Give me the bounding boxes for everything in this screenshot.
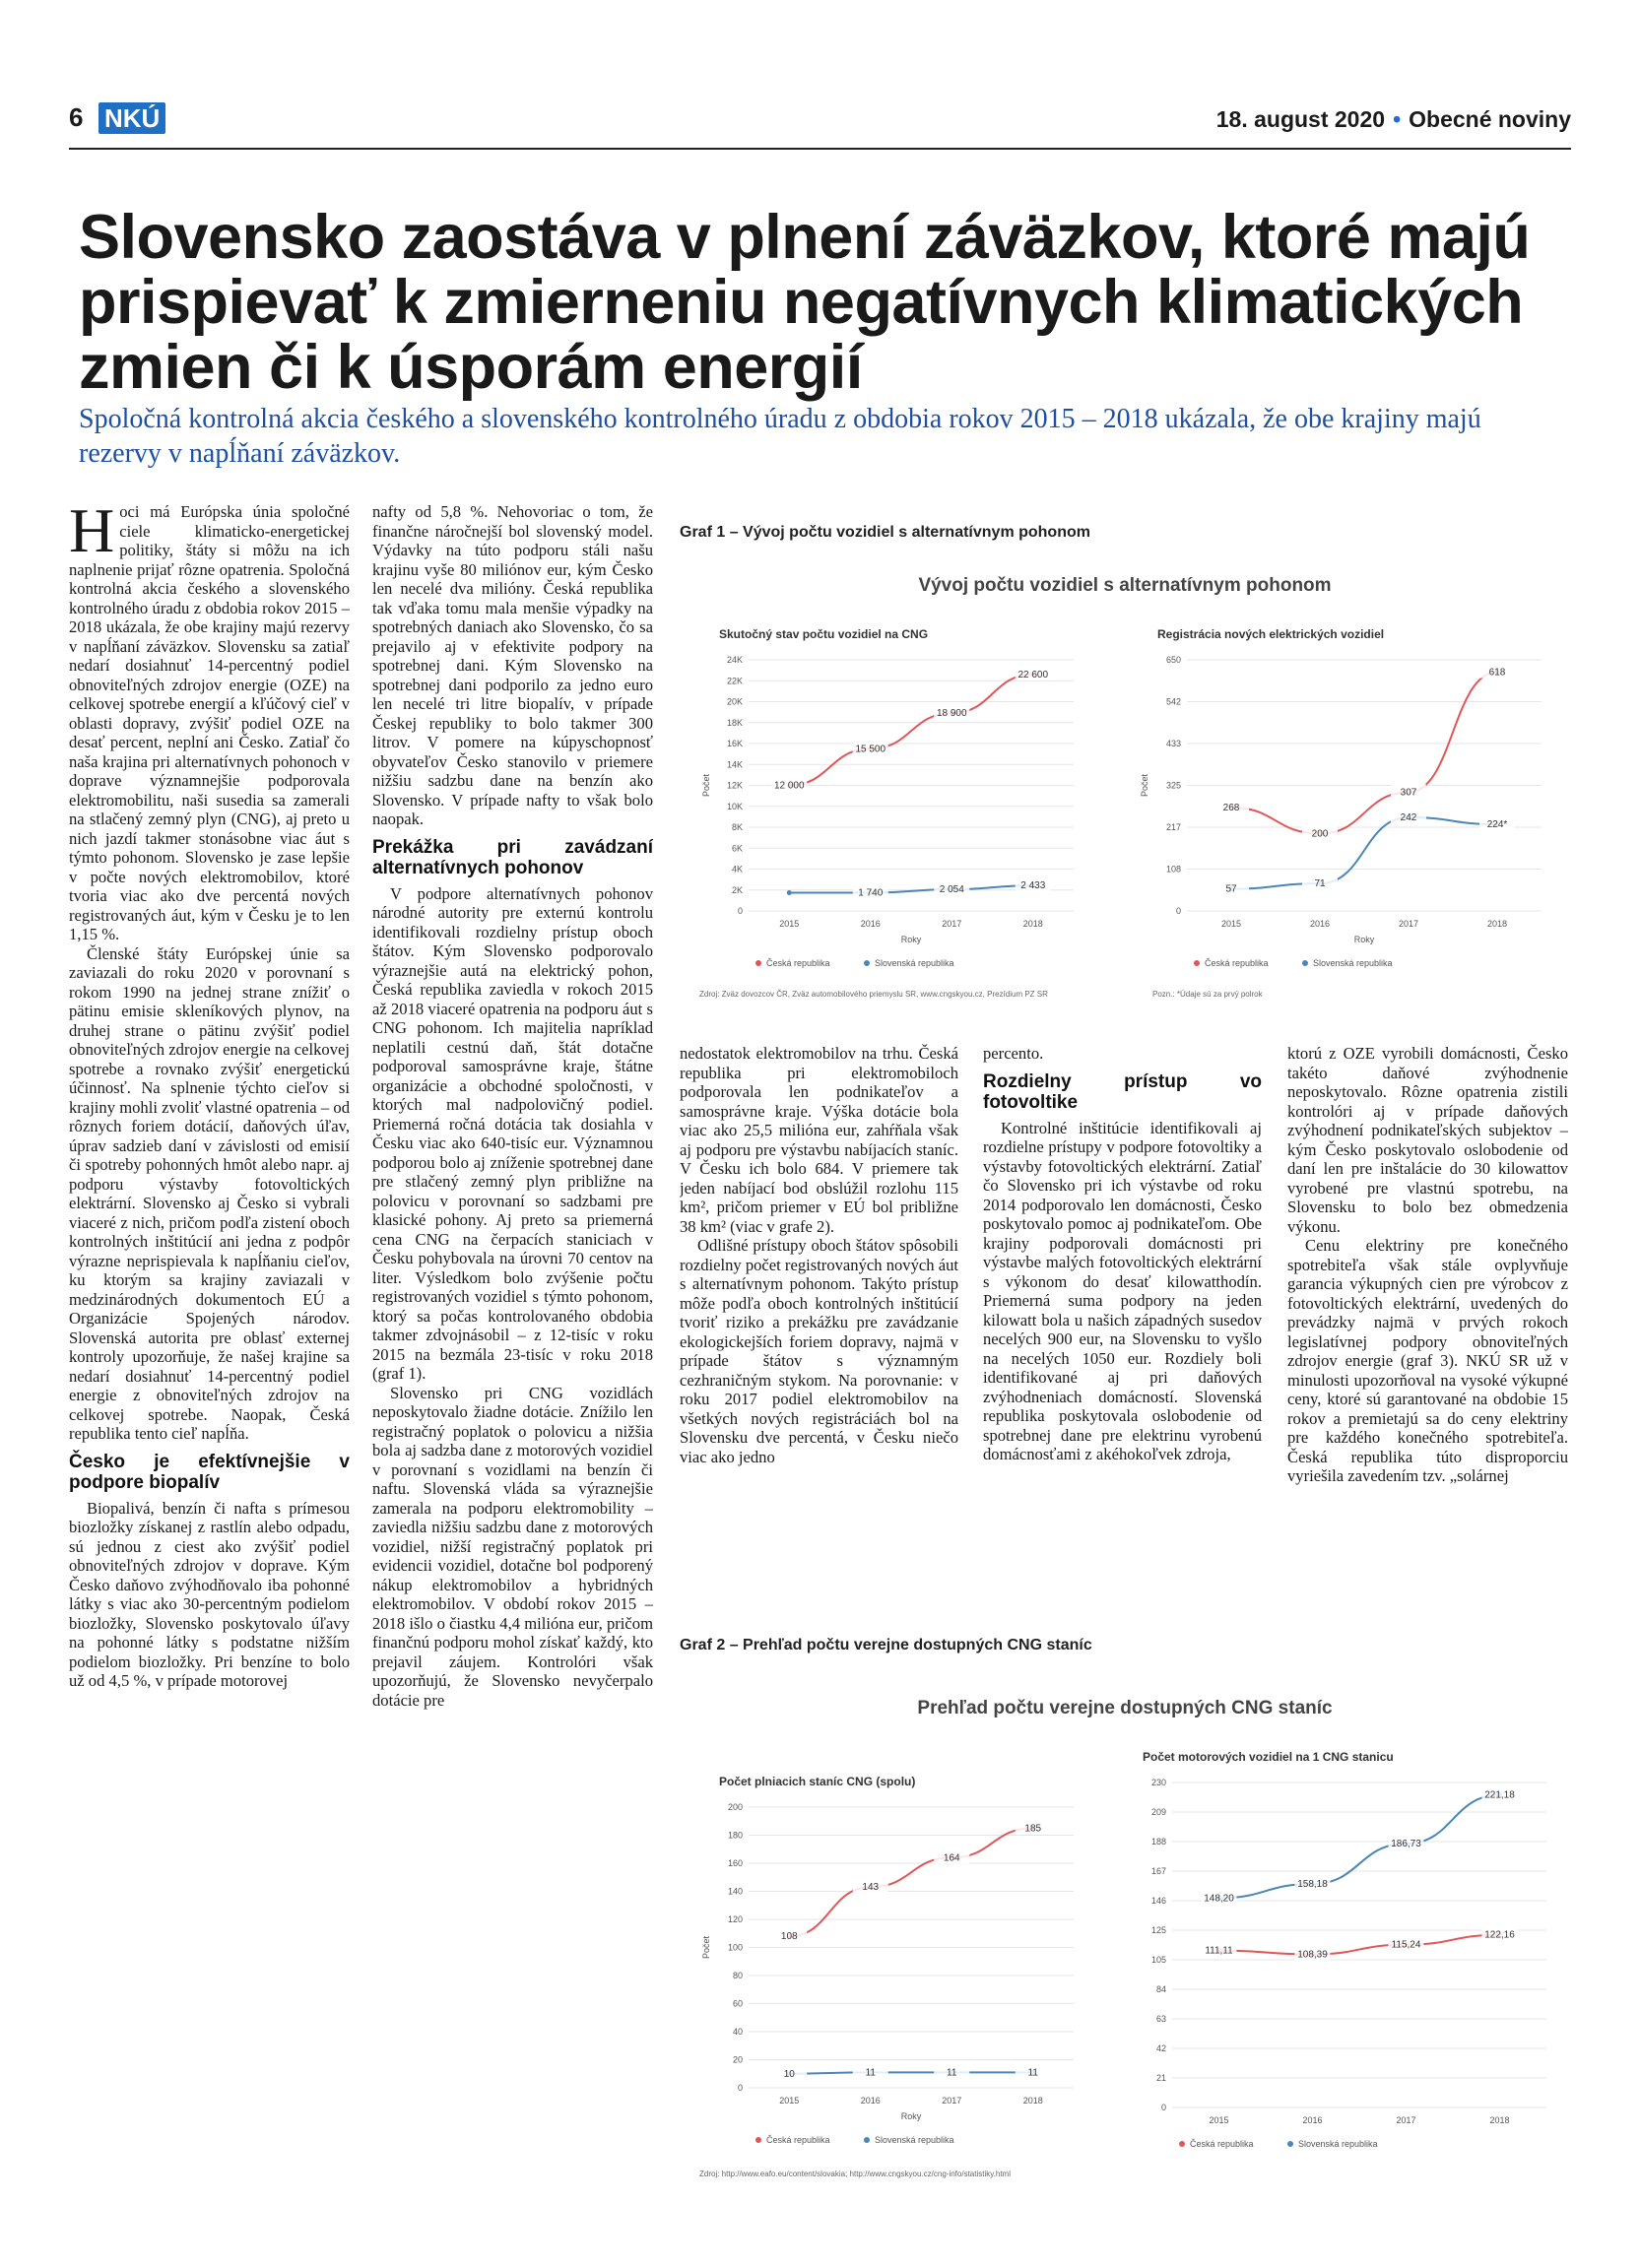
data-label: 185	[1024, 1823, 1042, 1835]
data-label: 22 600	[1017, 669, 1049, 680]
legend-marker	[864, 2137, 870, 2143]
legend-marker	[1302, 960, 1308, 966]
ev-registrations-chart	[1140, 627, 1542, 968]
y-tick-label: 100	[727, 1942, 743, 1953]
data-label: 122,16	[1484, 1929, 1515, 1941]
y-tick-label: 167	[1150, 1866, 1166, 1876]
y-axis-label: Počet	[1140, 773, 1149, 798]
y-tick-label: 200	[727, 1802, 743, 1812]
data-label: 12 000	[773, 780, 805, 792]
y-tick-label: 18K	[726, 717, 743, 728]
data-label: 11	[1027, 2067, 1038, 2079]
text-column-5	[1287, 1044, 1568, 1635]
y-tick-label: 146	[1150, 1896, 1166, 1906]
x-tick-label: 2015	[1209, 2115, 1229, 2125]
y-tick-label: 20K	[726, 696, 743, 707]
data-label: 71	[1314, 878, 1326, 890]
y-tick-label: 125	[1150, 1925, 1166, 1935]
legend-marker	[755, 960, 761, 966]
chart-title: Registrácia nových elektrických vozidiel	[1157, 627, 1385, 641]
x-tick-label: 2017	[1398, 919, 1419, 929]
y-tick-label: 80	[732, 1971, 743, 1980]
paragraph: ktorú z OZE vyrobili domácnosti, Česko takéto daňové zvýhodnenie neposkytovalo. Rôzne opatrenia zistili kontrolóri aj v prípade daňových zvýhodnení podnikateľských subjektov – kým Česko poskytovalo oslobodenie od daní len pre inštalácie do 30 kilowattov vyrobené pre vlastnú spotrebu, na Slovensku to bolo bez obmedzenia výkonu.	[1287, 1044, 1568, 1236]
x-tick-label: 2018	[1486, 919, 1508, 929]
x-tick-label: 2016	[860, 919, 881, 929]
graph-1	[680, 551, 1571, 1014]
x-tick-label: 2018	[1022, 919, 1043, 929]
data-label: 57	[1225, 883, 1237, 895]
y-tick-label: 4K	[731, 864, 743, 875]
paragraph: Kontrolné inštitúcie identifikovali aj rozdielne prístupy v podpore fotovoltiky a výstavby fotovoltických elektrární. Zatiaľ čo Slovensko pri ich výstavbe od roku 2014 podporovalo len domácnosti, Česko poskytovalo pomoc aj podnikateľom. Obe krajiny podporovali domácnosti pri výstavbe malých fotovoltických elektrární s výkonom do desať kilowatthodín. Priemerná suma podpory na jeden kilowatt bola u našich západných susedov necelých 900 eur, na Slovensku to vyšlo na necelých 1050 eur. Rozdiely boli identifikované aj pri daňových zvýhodneniach domácností. Slovenská republika poskytovala oslobodenie od spotrebnej dane pre elektrinu vyrobenú domácnosťami z akéhokoľvek zdroja,	[983, 1118, 1262, 1463]
chart-title: Počet motorových vozidiel na 1 CNG stanicu	[1143, 1750, 1394, 1764]
graph-1-heading: Vývoj počtu vozidiel s alternatívnym pohonom	[918, 575, 1332, 596]
data-point	[787, 890, 792, 895]
paragraph: Členské štáty Európskej únie sa zaviazali do roku 2020 v porovnaní s rokom 1990 na jednej strane znížiť o pätinu emisie skleníkových plynov, na druhej strane o pätinu zvýšiť podiel obnoviteľných zdrojov energie na celkovej spotrebe a rovnako zvýšiť energetickú účinnosť. Na splnenie týchto cieľov si krajiny mohli zvoliť vlastné opatrenia – od rôznych foriem dotácií, daňových úľav, úprav sadzieb daní v závislosti od emisií či spotreby pohonných hmôt alebo napr. aj podporu výstavby fotovoltických elektrární. Slovensko aj Česko si vybrali viaceré z nich, pričom podľa zistení oboch kontrolných inštitúcií ani jedna z podpôr výrazne neprispievala k napĺňaniu cieľov, ku ktorým sa krajiny zaviazali v medzinárodných dokumentoch EÚ a Organizácie Spojených národov. Slovenská autorita pre oblasť externej kontroly upozorňuje, že našej krajine sa nedarí dosiahnuť 14-percentný podiel energie z obnoviteľných zdrojov na celkovej spotrebe. Naopak, Česká republika tento cieľ napĺňa.	[69, 943, 350, 1443]
graph-2-heading: Prehľad počtu verejne dostupných CNG staníc	[917, 1698, 1333, 1718]
legend-marker	[864, 960, 870, 966]
x-tick-label: 2016	[1302, 2115, 1323, 2125]
y-tick-label: 20	[732, 2054, 743, 2065]
x-axis-label: Roky	[900, 2111, 922, 2121]
y-tick-label: 0	[1160, 2103, 1166, 2112]
x-tick-label: 2015	[779, 2096, 800, 2106]
y-tick-label: 217	[1165, 822, 1181, 832]
y-tick-label: 6K	[731, 843, 743, 854]
x-tick-label: 2017	[942, 919, 962, 929]
chart-title: Počet plniacich staníc CNG (spolu)	[719, 1775, 916, 1788]
graph-1-svg	[680, 551, 1571, 1014]
series-line	[1231, 673, 1497, 834]
text-column-4	[983, 1044, 1262, 1635]
data-label: 200	[1311, 828, 1329, 840]
text-column-2	[372, 502, 653, 2176]
y-tick-label: 24K	[726, 655, 743, 665]
legend-label: Česká republika	[1190, 2139, 1254, 2149]
legend-label: Slovenská republika	[875, 2135, 954, 2145]
legend-marker	[1287, 2141, 1293, 2147]
legend-label: Slovenská republika	[875, 958, 954, 968]
graph-2-svg	[680, 1664, 1571, 2196]
paragraph: V podpore alternatívnych pohonov národné autority pre externú kontrolu identifikovali rozdielny prístup oboch štátov. Kým Slovensko podporovalo výraznejšie autá na elektrický pohon, Česká republika zaviedla v rokoch 2015 až 2018 viaceré opatrenia na podporu áut s CNG pohonom. Ich majitelia napríklad neplatili cestnú daň, štát dotačne podporoval samosprávne kraje, štátne organizácie a obchodné spoločnosti, v ktorých mal nadpolovičný podiel. Priemerná ročná dotácia tak dosiahla v Česku viac ako 640-tisíc eur. Významnou podporou bolo aj zníženie spotrebnej dane pre stlačený zemný plyn približne na polovicu v porovnaní so sadzbami pre klasické pohony. Aj preto sa priemerná cena CNG na čerpacích staniciach v Česku pohybovala na úrovni 70 centov na liter. Výsledkom bolo zvýšenie počtu registrovaných vozidiel s týmto pohonom, ktorý sa počas kontrolovaného obdobia takmer zdvojnásobil – z 12-tisíc v roku 2015 na bezmála 23-tisíc v roku 2018 (graf 1).	[372, 883, 653, 1383]
legend-label: Česká republika	[766, 958, 830, 968]
y-tick-label: 433	[1165, 739, 1181, 748]
y-tick-label: 180	[727, 1830, 743, 1841]
x-tick-label: 2015	[1220, 919, 1242, 929]
data-label: 143	[862, 1882, 880, 1894]
data-label: 148,20	[1204, 1893, 1234, 1905]
y-tick-label: 0	[737, 2083, 743, 2093]
y-tick-label: 108	[1165, 864, 1181, 875]
y-tick-label: 42	[1155, 2043, 1166, 2053]
series-line	[1231, 817, 1497, 889]
issue-date: 18. august 2020	[1215, 106, 1386, 132]
graph-1-caption: Graf 1 – Vývoj počtu vozidiel s alternatívnym pohonom	[680, 524, 1090, 541]
series-line	[789, 675, 1033, 786]
x-tick-label: 2017	[942, 2096, 962, 2106]
x-tick-label: 2017	[1396, 2115, 1416, 2125]
drop-cap: H	[69, 502, 115, 565]
y-tick-label: 105	[1150, 1955, 1166, 1965]
data-label: 268	[1222, 802, 1240, 813]
legend-marker	[1179, 2141, 1185, 2147]
series-line	[789, 885, 1033, 892]
y-tick-label: 325	[1165, 780, 1181, 791]
data-label: 307	[1400, 787, 1417, 799]
y-tick-label: 542	[1165, 696, 1181, 707]
paragraph: percento.	[983, 1044, 1044, 1063]
series-line	[1219, 1795, 1500, 1899]
vehicles-per-station-chart	[1143, 1750, 1546, 2149]
y-tick-label: 63	[1155, 2014, 1166, 2024]
data-label: 108	[780, 1931, 798, 1943]
graph-2	[680, 1664, 1571, 2196]
legend-label: Česká republika	[1205, 958, 1269, 968]
text-column-1	[69, 502, 350, 2176]
paragraph: Biopalivá, benzín či nafta s prímesou biozložky získanej z rastlín alebo odpadu, sú jednou z ciest ako zvýšiť podiel obnoviteľných zdrojov v doprave. Kým Česko daňovo zvýhodňovalo iba pohonné látky s viac ako 30-percentným podielom biozložky, Slovensko poskytovalo úľavy na pohonné látky s podstatne nižším podielom biozložky. Pri benzíne to bolo už od 4,5 %, v prípade motorovej	[69, 1498, 350, 1690]
series-line	[789, 1828, 1033, 1936]
legend-label: Slovenská republika	[1298, 2139, 1378, 2149]
paragraph-text: oci má Európska únia spoločné ciele klimaticko-energetickej politiky, štáty si môžu na ich naplnenie prijať rôzne opatrenia. Spoločná kontrolná akcia českého a slovenského kontrolného úradu z obdobia rokov 2015 – 2018 ukázala, že obe krajiny majú rezervy v napĺňaní záväzkov. Slovensku sa zatiaľ nedarí dosiahnuť 14-percentný podiel obnoviteľných zdrojov energie (OZE) na celkovej spotrebe energií a kľúčový cieľ v oblasti dopravy, zvýšiť podiel OZE na desať percent, neplní ani Česko. Zatiaľ čo naša krajina pri alternatívnych pohonoch v doprave významnejšie podporovala elektromobilitu, naši susedia sa zamerali na stlačený zemný plyn (CNG), aj preto u nich jazdí takmer stonásobne viac áut s týmto pohonom. Slovensko je zase lepšie v počte nových elektromobilov, ktoré tvoria viac ako dve percentá nových registrovaných áut, kým v Česku je to len 1,15 %.	[69, 502, 350, 943]
x-axis-label: Roky	[1353, 935, 1375, 944]
series-line	[789, 2072, 1033, 2073]
subheading: Prekážka pri zavádzaní alternatívnych pohonov	[372, 836, 653, 878]
subheading: Česko je efektívnejšie v podpore biopalív	[69, 1451, 350, 1493]
subheading: Rozdielny prístup vo fotovoltike	[983, 1070, 1262, 1113]
legend-label: Slovenská republika	[1313, 958, 1393, 968]
cng-vehicles-chart	[701, 627, 1074, 968]
chart-title: Skutočný stav počtu vozidiel na CNG	[719, 627, 929, 641]
graph-2-source: Zdroj: http://www.eafo.eu/content/slovakia; http://www.cngskyou.cz/cng-info/statistiky.html	[699, 2170, 1011, 2178]
y-tick-label: 230	[1150, 1778, 1166, 1787]
y-tick-label: 14K	[726, 759, 743, 770]
y-tick-label: 209	[1150, 1807, 1166, 1817]
page-number: 6	[69, 102, 84, 132]
y-tick-label: 140	[727, 1886, 743, 1897]
y-tick-label: 84	[1155, 1984, 1166, 1994]
text-column-3	[680, 1044, 958, 1635]
y-tick-label: 8K	[731, 822, 743, 832]
separator-dot: •	[1393, 106, 1402, 132]
paragraph: nafty od 5,8 %. Nehovoriac o tom, že finančne náročnejší bol slovenský model. Výdavky na túto podporu stáli našu krajinu vyše 80 miliónov eur, kým Česko len necelé dva milióny. Česká republika tak vďaka tomu mala menšie výpadky na spotrebných daniach ako Slovensko, čo sa prejavilo aj v efektivite podpory na spotrebnej dani. Kým Slovensko na spotrebnej dani podporilo za jedno euro len necelé tri litre biopalív, v prípade Českej republiky to bolo takmer 300 litrov. V pomere na kúpyschopnosť obyvateľov Česko stanovilo v priemere nižšiu sadzbu dane na benzín ako Slovensko. V prípade nafty to však bolo naopak.	[372, 502, 653, 828]
x-tick-label: 2015	[779, 919, 800, 929]
paragraph: Cenu elektriny pre konečného spotrebiteľa však stále ovplyvňuje garancia výkupných cien pre výrobcov z fotovoltických elektrární, uvedených do prevádzky najmä v prvých rokoch legislatívnej podpory obnoviteľných zdrojov energie (graf 3). NKÚ SR už v minulosti upozorňoval na vysoké výkupné ceny, ktoré sú garantované na obdobie 15 rokov a premietajú sa do ceny elektriny pre každého konečného spotrebiteľa. Česká republika túto disproporciu vyriešila zavedením tzv. „solárnej	[1287, 1236, 1568, 1485]
y-tick-label: 160	[727, 1858, 743, 1868]
paragraph: nedostatok elektromobilov na trhu. Česká republika pri elektromobiloch podporovala len podnikateľov a samosprávne kraje. Výška dotácie bola viac ako 25,5 milióna eur, zahŕňala však aj podporu pre výstavbu nabíjacích staníc. V Česku ich bolo 684. V priemere tak jeden nabíjací bod obslúžil rozlohu 115 km², pričom priemer v EÚ bol približne 38 km² (viac v grafe 2).	[680, 1044, 958, 1236]
paragraph: Odlišné prístupy oboch štátov spôsobili rozdielny počet registrovaných nových áut s alternatívnym pohonom. Takýto prístup môže podľa oboch kontrolných inštitúcií tvoriť riziko a prekážku pre zavádzanie ekologickejších foriem dopravy, najmä v prípade štátov s významným cezhraničným stykom. Na porovnanie: v roku 2017 podiel elektromobilov na všetkých nových registráciách bol na Slovensku dve percentá, v Česku niečo viac ako jedno	[680, 1236, 958, 1466]
masthead-info	[1216, 106, 1571, 133]
data-label: 11	[865, 2067, 876, 2079]
article-title: Slovensko zaostáva v plnení záväzkov, ktoré majú prispievať k zmierneniu negatívnych klimatických zmien či k úsporám energií	[79, 203, 1531, 402]
data-label: 15 500	[855, 744, 886, 755]
data-label: 11	[947, 2067, 957, 2079]
data-label: 1 740	[858, 887, 884, 899]
legend-marker	[1194, 960, 1200, 966]
y-tick-label: 120	[727, 1914, 743, 1924]
y-tick-label: 0	[737, 906, 743, 916]
legend-marker	[755, 2137, 761, 2143]
y-tick-label: 40	[732, 2027, 743, 2037]
data-label: 164	[943, 1852, 960, 1864]
y-axis-label: Počet	[701, 1935, 711, 1960]
y-tick-label: 10K	[726, 801, 743, 811]
data-label: 224*	[1486, 819, 1508, 831]
data-label: 186,73	[1391, 1839, 1421, 1850]
header-rule	[69, 148, 1571, 150]
data-label: 2 054	[939, 884, 964, 896]
data-label: 111,11	[1205, 1945, 1233, 1957]
x-tick-label: 2016	[860, 2096, 881, 2106]
y-tick-label: 2K	[731, 884, 743, 895]
nku-logo: NKÚ	[98, 102, 165, 134]
data-label: 618	[1488, 667, 1506, 679]
y-tick-label: 0	[1175, 906, 1181, 916]
article-lead: Spoločná kontrolná akcia českého a slovenského kontrolného úradu z obdobia rokov 2015 – 2018 ukázala, že obe krajiny majú rezervy v napĺňaní záväzkov.	[79, 404, 1481, 469]
y-tick-label: 22K	[726, 676, 743, 686]
graph-2-caption: Graf 2 – Prehľad počtu verejne dostupných CNG staníc	[680, 1637, 1092, 1653]
y-tick-label: 60	[732, 1998, 743, 2009]
cng-stations-chart	[701, 1775, 1074, 2145]
y-tick-label: 650	[1165, 655, 1181, 665]
x-axis-label: Roky	[900, 935, 922, 944]
data-label: 2 433	[1020, 880, 1046, 892]
x-tick-label: 2018	[1022, 2096, 1043, 2106]
data-label: 18 900	[936, 708, 967, 720]
y-tick-label: 21	[1155, 2073, 1166, 2083]
graph-1-note: Pozn.: *Údaje sú za prvý polrok	[1152, 990, 1263, 999]
data-label: 242	[1400, 812, 1417, 824]
x-tick-label: 2016	[1309, 919, 1331, 929]
series-line	[1219, 1935, 1500, 1955]
x-tick-label: 2018	[1489, 2115, 1510, 2125]
y-tick-label: 16K	[726, 739, 743, 748]
data-label: 158,18	[1297, 1879, 1328, 1891]
data-label: 115,24	[1391, 1939, 1421, 1951]
y-tick-label: 188	[1150, 1837, 1166, 1847]
data-label: 221,18	[1484, 1789, 1515, 1801]
data-label: 10	[783, 2068, 795, 2080]
section-name: Obecné noviny	[1409, 106, 1571, 132]
y-tick-label: 12K	[726, 780, 743, 791]
graph-1-source: Zdroj: Zväz dovozcov ČR, Zväz automobilového priemyslu SR, www.cngskyou.cz, Prezídium PZ SR	[699, 990, 1048, 999]
y-axis-label: Počet	[701, 773, 711, 798]
legend-label: Česká republika	[766, 2135, 830, 2145]
data-label: 108,39	[1297, 1949, 1328, 1961]
paragraph	[69, 502, 350, 944]
paragraph: Slovensko pri CNG vozidlách neposkytovalo žiadne dotácie. Znížilo len registračný poplatok o polovicu a nižšia bola aj sadzba dane z motorových vozidiel v porovnaní s vozidlami na benzín či naftu. Slovenská vláda sa výraznejšie zamerala na podporu elektromobility – zaviedla nižšiu sadzbu dane z motorových vozidiel, nižší registračný poplatok pri evidencii vozidiel, dotačne bol podporený nákup elektromobilov a hybridných elektromobilov. V období rokov 2015 – 2018 išlo o čiastku 4,4 milióna eur, pričom finančnú podporu mohol získať každý, kto prejavil záujem. Kontrolóri však upozorňujú, že Slovensko nevyčerpalo dotácie pre	[372, 1383, 653, 1710]
